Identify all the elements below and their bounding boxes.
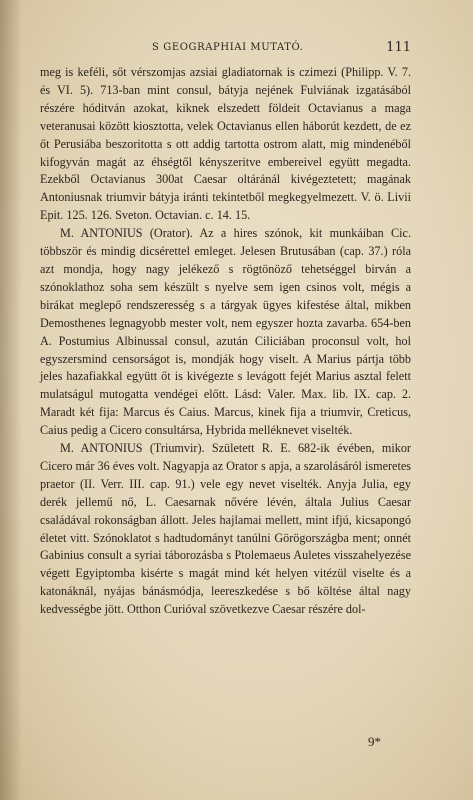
paragraph-continuation: meg is keféli, sőt vérszomjas azsiai gladiatornak is czimezi (Philipp. V. 7. és VI. 5). 713-ban mint consul, bátyja nejének Fulviának izgatásából részére hóditván azokat, kiknek elszedett földeit Octavianus a maga veteranusai között kiosztotta, velek Octavianus ellen háborút kezdett, de ez őt Perusiába beszoritotta s ott addig tartotta ostrom alatt, mig mindenéből kifogyván magát az éhségtől kényszeritve embereivel együtt megadta. Ezekből Octavianus 300at Caesar oltáránál kivégeztetett; magának Antoniusnak triumvir bátyja iránti tekintetből megkegyelmezett. V. ö. Livii Epit. 125. 126. Sveton. Octavian. c. 14. 15. bbox=[40, 65, 411, 223]
body-text bbox=[40, 64, 411, 619]
running-head: S GEOGRAPHIAI MUTATÓ. bbox=[152, 42, 304, 53]
paragraph-antonius-orator: M. ANTONIUS (Orator). Az a hires szónok, kit munkáiban Cic. többször és mindig dicsérettel emleget. Jelesen Brutusában (cap. 37.) róla azt mondja, hogy nagy jelékező s rögtönöző tehetséggel birván a szónoklathoz soha sem készült s nyelve sem igen csinos volt, mégis a birákat meglepő rendszeresség s a tárgyak ügyes kifestése által, mikben Demosthenes legnagyobb mester volt, nem egyszer hozta zavarba. 654-ben A. Postumius Albinussal consul, azután Ciliciában proconsul volt, hol egyszersmind censorságot is, mondják hogy viselt. A Marius pártja több jeles hazafiakkal együtt őt is kivégezte s levágott fejét Marius asztal felett mulatságul mutogatta vendégei előtt. Lásd: Valer. Max. lib. IX. cap. 2. Maradt két fija: Marcus és Caius. Marcus, kinek fija a triumvir, Creticus, Caius pedig a Cicero consultársa, Hybrida melléknevet viselték. bbox=[40, 226, 411, 438]
page-header bbox=[40, 40, 411, 58]
signature-mark: 9* bbox=[368, 734, 381, 749]
page-number: 111 bbox=[386, 40, 411, 55]
paragraph-antonius-triumvir: M. ANTONIUS (Triumvir). Született R. E. 682-ik évében, mikor Cicero már 36 éves volt. Nagyapja az Orator s apja, a szarolásáról ismeretes praetor (II. Verr. III. cap. 91.) vele egy nevet viselték. Anyja Julia, egy derék jellemű nő, L. Caesarnak nővére lévén, általa Julius Caesar családával rokonságban állott. Jeles hajlamai mellett, mint ifjú, kicsapongó életet vitt. Szónoklatot s hadtudományt tanúlni Görögországba ment; onnét Gabinius consult a syriai táborozásba s Ptolemaeus Auletes visszahelyezése végett Egyiptomba kisérte s magát mind két helyen vitézül viselte és a katonáknál, nyájas bánásmódja, leereszkedése s bő költése által nagy kedvességbe jött. Otthon Curióval szövetkezve Caesar részére dol- bbox=[40, 441, 411, 617]
